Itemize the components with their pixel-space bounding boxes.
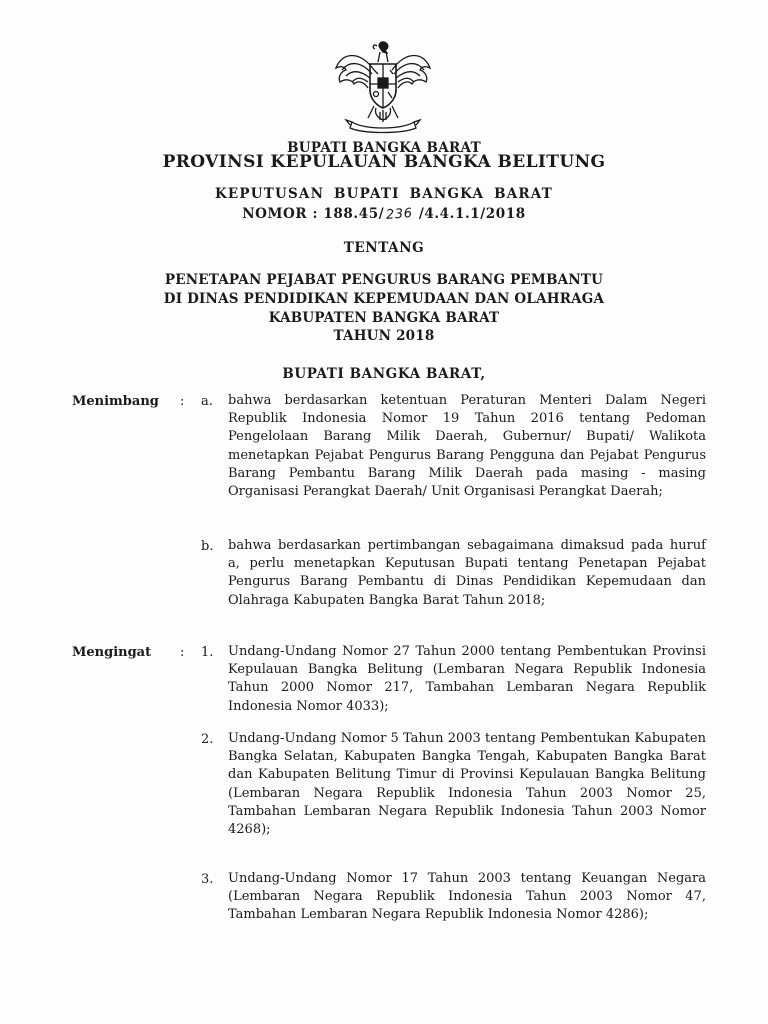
decree-number bbox=[0, 206, 768, 222]
garuda-emblem-icon bbox=[330, 40, 436, 136]
subject-line-1: PENETAPAN PEJABAT PENGURUS BARANG PEMBANTU bbox=[164, 272, 604, 288]
decree-number-handwritten: 236 bbox=[385, 206, 414, 223]
menimbang-item-b-text: bahwa berdasarkan pertimbangan sebagaimana dimaksud pada huruf a, perlu menetapkan Keputusan Bupati tentang Penetapan Pejabat Pengurus Barang Pembantu di Dinas Pendidikan Kepemudaan dan Olahraga Kabupaten Bangka Barat Tahun 2018; bbox=[228, 538, 706, 608]
subject-line-2: DI DINAS PENDIDIKAN KEPEMUDAAN DAN OLAHRAGA bbox=[163, 291, 605, 307]
mengingat-item-3-marker: 3. bbox=[201, 872, 214, 887]
mengingat-item-1-text: Undang-Undang Nomor 27 Tahun 2000 tentang Pembentukan Provinsi Kepulauan Bangka Belitung (Lembaran Negara Republik Indonesia Tahun 2000 Nomor 217, Tambahan Lembaran Negara Republik Indonesia Nomor 4033); bbox=[228, 644, 706, 714]
mengingat-item-3-text: Undang-Undang Nomor 17 Tahun 2003 tentang Keuangan Negara (Lembaran Negara Republik Indonesia Tahun 2003 Nomor 47, Tambahan Lembaran Negara Republik Indonesia Nomor 4286); bbox=[228, 871, 706, 923]
opening-line: BUPATI BANGKA BARAT, bbox=[282, 366, 486, 382]
subject-line-4: TAHUN 2018 bbox=[333, 328, 435, 344]
menimbang-item-b-marker: b. bbox=[201, 539, 214, 554]
menimbang-item-a-marker: a. bbox=[201, 394, 213, 409]
decree-number-suffix: /4.4.1.1/2018 bbox=[418, 206, 526, 222]
mengingat-colon: : bbox=[180, 645, 185, 660]
tentang-label: TENTANG bbox=[343, 240, 425, 256]
province-heading: PROVINSI KEPULAUAN BANGKA BELITUNG bbox=[162, 152, 606, 172]
regent-heading: BUPATI BANGKA BARAT bbox=[287, 140, 481, 156]
decree-number-prefix: NOMOR : 188.45/ bbox=[242, 206, 385, 222]
menimbang-colon: : bbox=[180, 394, 185, 409]
menimbang-label: Menimbang bbox=[72, 394, 159, 409]
decree-title: KEPUTUSAN BUPATI BANGKA BARAT bbox=[215, 186, 553, 202]
mengingat-item-2-marker: 2. bbox=[201, 732, 214, 747]
menimbang-item-a-text: bahwa berdasarkan ketentuan Peraturan Menteri Dalam Negeri Republik Indonesia Nomor 19 Tahun 2016 tentang Pedoman Pengelolaan Barang Milik Daerah, Gubernur/ Bupati/ Walikota menetapkan Pejabat Pengurus Barang Pengguna dan Pejabat Pengurus Barang Pembantu Barang Milik Daerah pada masing - masing Organisasi Perangkat Daerah/ Unit Organisasi Perangkat Daerah; bbox=[228, 393, 706, 500]
mengingat-item-1-marker: 1. bbox=[201, 645, 214, 660]
mengingat-item-2-text: Undang-Undang Nomor 5 Tahun 2003 tentang Pembentukan Kabupaten Bangka Selatan, Kabupaten Bangka Tengah, Kabupaten Bangka Barat dan Kabupaten Belitung Timur di Provinsi Kepulauan Bangka Belitung (Lembaran Negara Republik Indonesia Tahun 2003 Nomor 25, Tambahan Lembaran Negara Republik Indonesia Tahun 2003 Nomor 4268); bbox=[228, 731, 706, 838]
mengingat-label: Mengingat bbox=[72, 645, 152, 660]
subject-line-3: KABUPATEN BANGKA BARAT bbox=[268, 310, 500, 326]
